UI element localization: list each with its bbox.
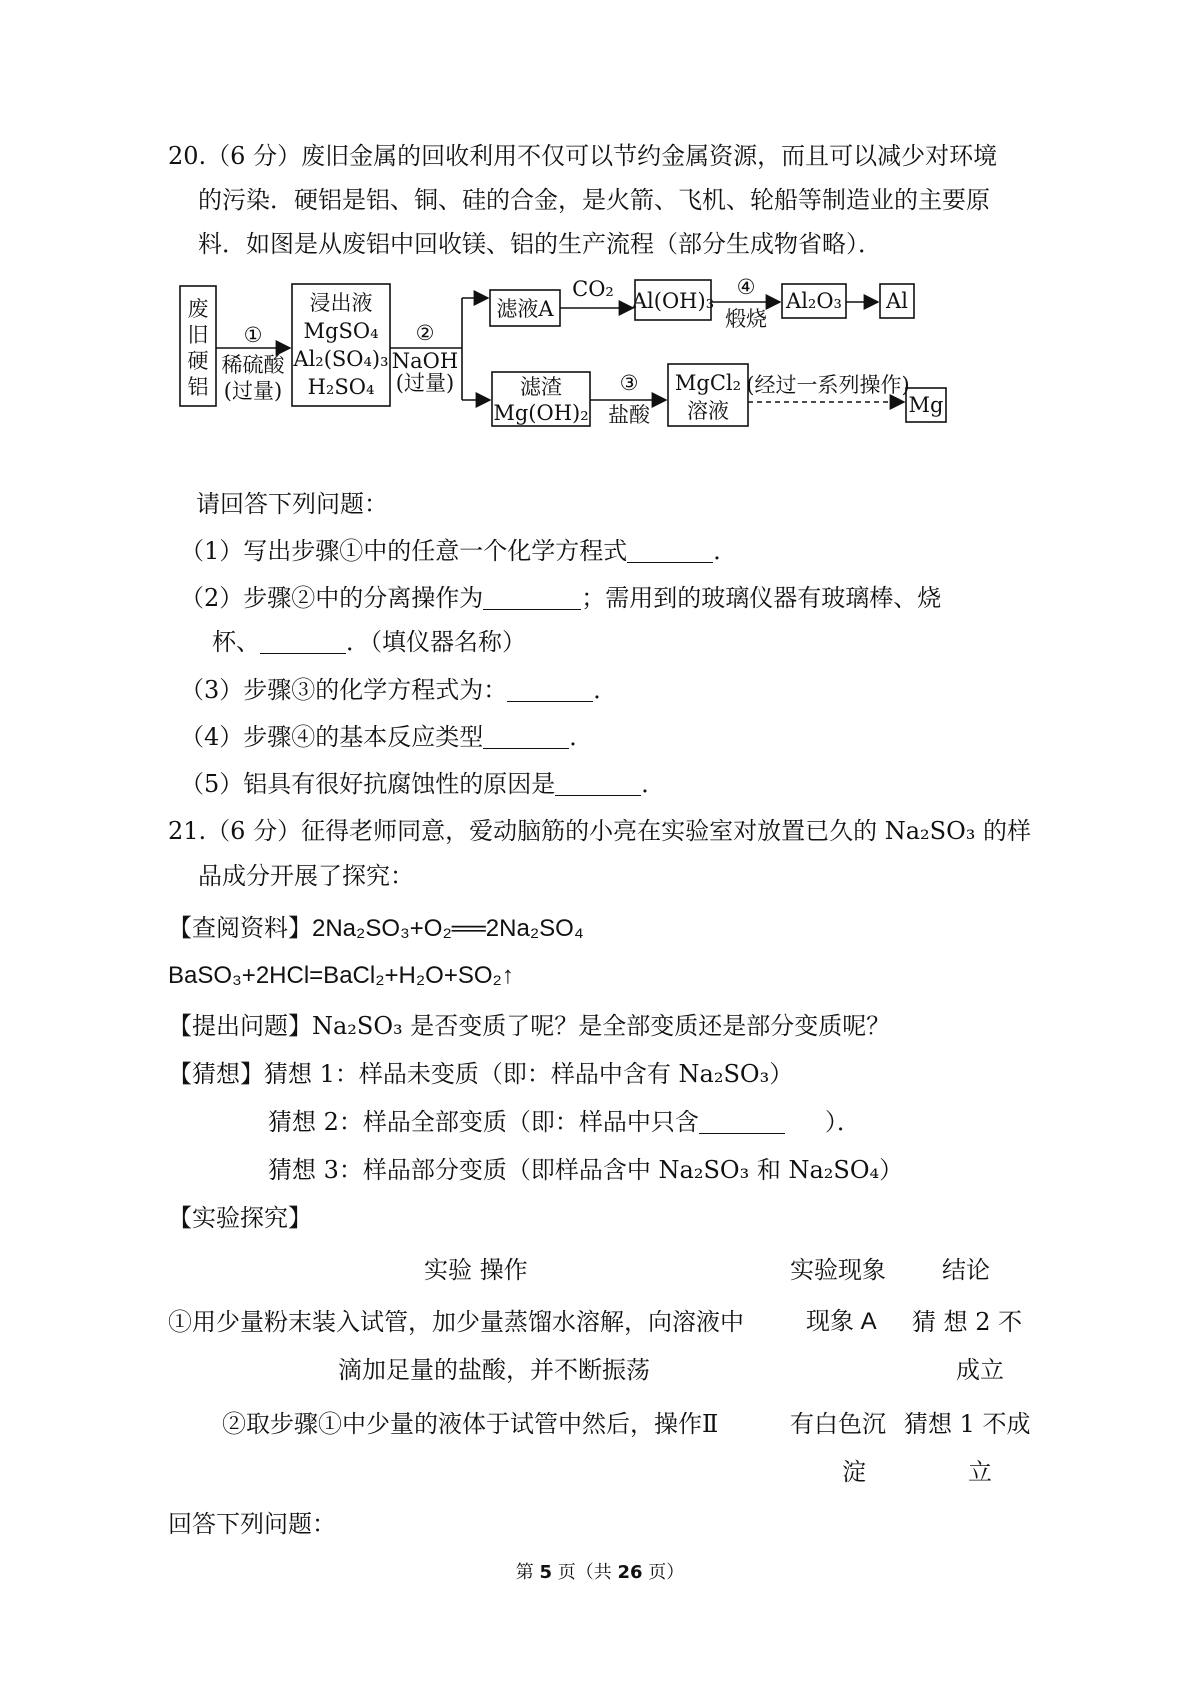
reference-equation-1: 2Na₂SO₃+O₂══2Na₂SO₄ <box>312 915 584 942</box>
q21-question: 【提出问题】Na₂SO₃ 是否变质了呢？是全部变质还是部分变质呢？ <box>168 1012 891 1040</box>
step3-number: ③ <box>619 371 639 395</box>
q20-line1: 20.（6 分）废旧金属的回收利用不仅可以节约金属资源，而且可以减少对环境 <box>168 142 998 170</box>
step3-reagent: 盐酸 <box>608 403 650 427</box>
q20-prompt: 请回答下列问题： <box>196 490 388 518</box>
step1-reagent: 稀硫酸 <box>221 353 285 377</box>
scrap-char-3: 硬 <box>187 349 209 373</box>
sub3-dot: ． <box>593 676 618 704</box>
scrap-char-1: 废 <box>187 297 209 321</box>
q20-sub2-line1 <box>180 582 941 614</box>
al-label: Al <box>886 289 908 313</box>
q21-explore: 【实验探究】 <box>168 1204 312 1232</box>
step4-action: 煅烧 <box>725 307 767 331</box>
sub2-text-c: 杯、 <box>212 628 260 656</box>
step2-number: ② <box>415 321 435 345</box>
filtrate-a-label: 滤液A <box>496 297 554 321</box>
step4-number: ④ <box>736 275 756 299</box>
series-operations-label: (经过一系列操作) <box>746 373 910 397</box>
row1-phenomenon: 现象 A <box>806 1308 877 1335</box>
q20-sub4 <box>180 721 593 753</box>
scrap-char-2: 旧 <box>187 323 209 347</box>
q21-line2: 品成分开展了探究： <box>198 862 414 890</box>
row1-operation-line1: ①用少量粉末装入试管，加少量蒸馏水溶解，向溶液中 <box>168 1308 744 1336</box>
guess2-text: 猜想 2：样品全部变质（即：样品中只含 <box>268 1108 699 1136</box>
row2-conclusion-line2: 立 <box>968 1458 992 1486</box>
q21-guess1: 【猜想】猜想 1：样品未变质（即：样品中含有 Na₂SO₃） <box>168 1060 794 1088</box>
residue-formula: Mg(OH)₂ <box>493 401 589 425</box>
row1-conclusion-line1: 猜 想 2 不 <box>912 1308 1023 1336</box>
row2-phenomenon-line1: 有白色沉 <box>790 1410 886 1438</box>
q20-sub1 <box>180 535 737 567</box>
q20-sub2-line2 <box>212 626 526 658</box>
sub3-text: （3）步骤③的化学方程式为： <box>180 676 508 704</box>
q21-guess2 <box>268 1106 861 1138</box>
sub2-operation-blank[interactable] <box>483 585 581 610</box>
footer-mid: 页（共 <box>552 1562 618 1583</box>
step1-note: (过量) <box>223 379 283 403</box>
page-footer <box>0 1558 1200 1584</box>
sub4-answer-blank[interactable] <box>483 724 569 749</box>
step1-number: ① <box>243 323 263 347</box>
sub1-text: （1）写出步骤①中的任意一个化学方程式 <box>180 537 628 565</box>
al2o3-label: Al₂O₃ <box>786 289 842 313</box>
aloh3-label: Al(OH)₃ <box>631 289 715 313</box>
table-header-conclusion: 结论 <box>942 1256 990 1284</box>
leachate-h2so4: H₂SO₄ <box>307 375 375 399</box>
q21-reference <box>168 912 584 945</box>
sub5-text: （5）铝具有很好抗腐蚀性的原因是 <box>180 770 556 798</box>
footer-pre: 第 <box>515 1562 540 1583</box>
sub5-dot: ． <box>641 770 666 798</box>
mgcl2-label: MgCl₂ <box>674 371 742 395</box>
recycling-flow-diagram <box>180 275 960 436</box>
reference-label: 【查阅资料】 <box>168 914 312 942</box>
q21-guess3: 猜想 3：样品部分变质（即样品含中 Na₂SO₃ 和 Na₂SO₄） <box>268 1156 904 1184</box>
reference-equation-2: BaSO₃+2HCl=BaCl₂+H₂O+SO₂↑ <box>168 962 514 989</box>
table-header-operation: 实验 操作 <box>424 1256 528 1284</box>
scrap-char-4: 铝 <box>187 375 209 399</box>
q20-sub3 <box>180 674 617 706</box>
sub2-instrument-blank[interactable] <box>260 629 346 654</box>
sub1-answer-blank[interactable] <box>627 538 713 563</box>
q20-line2: 的污染．硬铝是铝、铜、硅的合金，是火箭、飞机、轮船等制造业的主要原 <box>198 186 990 214</box>
row1-conclusion-line2: 成立 <box>956 1356 1004 1384</box>
q21-line1: 21.（6 分）征得老师同意，爱动脑筋的小亮在实验室对放置已久的 Na₂SO₃ 的样 <box>168 817 1031 845</box>
sub2-text-d: ．（填仪器名称） <box>346 628 526 656</box>
footer-total-pages: 26 <box>617 1562 643 1583</box>
q20-sub5 <box>180 768 665 800</box>
step2-note: (过量) <box>395 371 455 395</box>
residue-title: 滤渣 <box>520 375 562 399</box>
row1-operation-line2: 滴加足量的盐酸，并不断振荡 <box>338 1356 650 1384</box>
leachate-title: 浸出液 <box>309 291 373 315</box>
mg-label: Mg <box>908 393 944 417</box>
sub2-text-b: ；需用到的玻璃仪器有玻璃棒、烧 <box>581 584 942 612</box>
table-header-phenomenon: 实验现象 <box>790 1256 886 1284</box>
row2-conclusion-line1: 猜想 1 不成 <box>904 1410 1031 1438</box>
sub2-text-a: （2）步骤②中的分离操作为 <box>180 584 484 612</box>
row2-operation: ②取步骤①中少量的液体于试管中然后，操作Ⅱ <box>222 1410 719 1438</box>
guess2-answer-blank[interactable] <box>699 1109 785 1134</box>
sub3-answer-blank[interactable] <box>507 677 593 702</box>
q21-answer-prompt: 回答下列问题： <box>168 1510 336 1538</box>
footer-page-number: 5 <box>539 1562 552 1583</box>
mgcl2-solution-label: 溶液 <box>687 399 729 423</box>
step2-reagent: NaOH <box>391 349 459 373</box>
footer-post: 页） <box>642 1562 685 1583</box>
guess2-close: ）． <box>824 1108 861 1136</box>
sub1-dot: ． <box>713 537 738 565</box>
co2-label: CO₂ <box>572 277 614 301</box>
sub4-dot: ． <box>569 723 594 751</box>
leachate-al2so43: Al₂(SO₄)₃ <box>293 347 389 371</box>
row2-phenomenon-line2: 淀 <box>842 1458 866 1486</box>
leachate-mgso4: MgSO₄ <box>303 319 379 343</box>
sub4-text: （4）步骤④的基本反应类型 <box>180 723 484 751</box>
q20-line3: 料．如图是从废铝中回收镁、铝的生产流程（部分生成物省略）． <box>198 230 882 258</box>
sub5-answer-blank[interactable] <box>555 771 641 796</box>
